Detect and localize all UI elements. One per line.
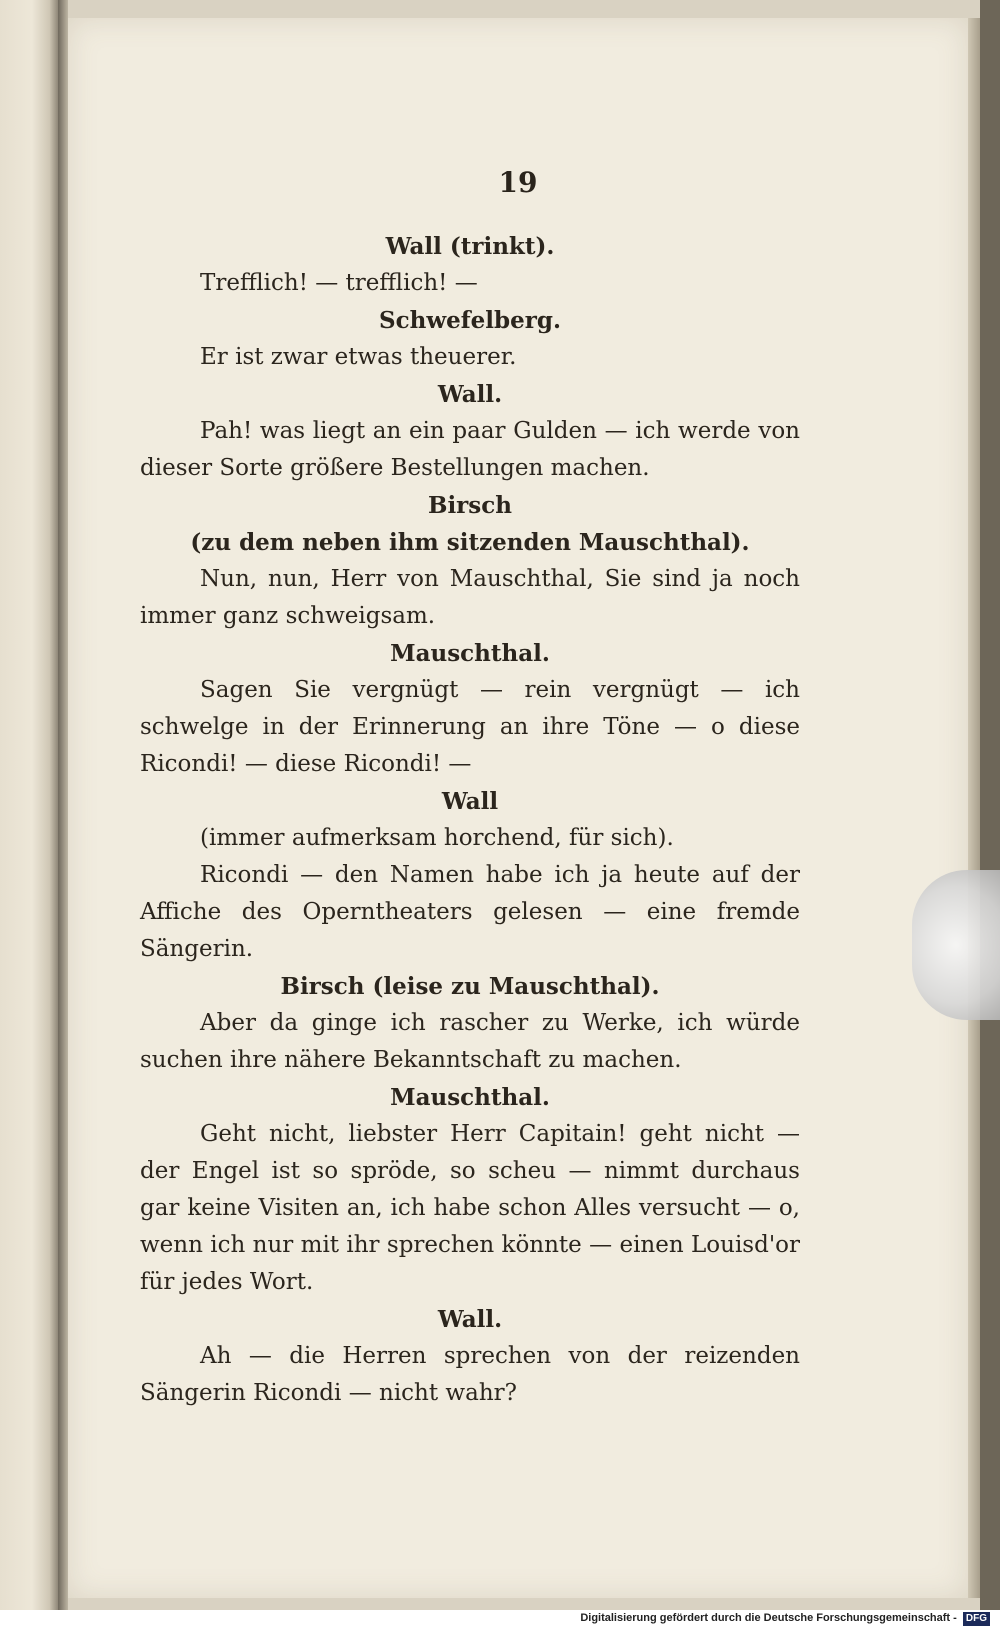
dialogue-line: Er ist zwar etwas theuerer. xyxy=(200,344,517,370)
page-edge xyxy=(968,18,980,1598)
dialogue-line: Ah — die Herren sprechen von der reizenden Sängerin Ricondi — nicht wahr? xyxy=(140,1343,800,1406)
book-gutter xyxy=(58,0,68,1610)
footer-credit: Digitalisierung gefördert durch die Deutsche Forschungsgemeinschaft - xyxy=(580,1612,957,1624)
speaker-line: Wall (trinkt). xyxy=(385,233,555,260)
dialogue-line: Geht nicht, liebster Herr Capitain! geht nicht — der Engel ist so spröde, so scheu — nimmt durchaus gar keine Visiten an, ich habe schon Alles versucht — o, wenn ich nur mit ihr sprechen könnte — einen Louisd'or für jedes Wort. xyxy=(140,1121,800,1295)
speaker-line: Schwefelberg. xyxy=(379,307,561,334)
stage-direction: (zu dem neben ihm sitzenden Mauschthal). xyxy=(190,529,750,556)
page-text xyxy=(140,228,800,1412)
speaker-line: Wall xyxy=(441,788,499,815)
speaker-line: Mauschthal. xyxy=(390,1084,550,1111)
dialogue-line: Pah! was liegt an ein paar Gulden — ich werde von dieser Sorte größere Bestellungen machen. xyxy=(140,418,800,481)
page-number: 19 xyxy=(498,166,538,199)
speaker-line: Birsch (leise zu Mauschthal). xyxy=(280,973,660,1000)
speaker-line: Wall. xyxy=(437,381,503,408)
dialogue-line: Aber da ginge ich rascher zu Werke, ich würde suchen ihre nähere Bekanntschaft zu machen. xyxy=(140,1010,800,1073)
dialogue-line: Nun, nun, Herr von Mauschthal, Sie sind ja noch immer ganz schweigsam. xyxy=(140,566,800,629)
page-clip xyxy=(912,870,1000,1020)
dfg-logo: DFG xyxy=(963,1612,990,1626)
dialogue-line: Sagen Sie vergnügt — rein vergnügt — ich schwelge in der Erinnerung an ihre Töne — o diese Ricondi! — diese Ricondi! — xyxy=(140,677,800,777)
speaker-line: Birsch xyxy=(428,492,512,519)
dialogue-line: Ricondi — den Namen habe ich ja heute auf der Affiche des Operntheaters gelesen — eine fremde Sängerin. xyxy=(140,862,800,962)
stage-direction: (immer aufmerksam horchend, für sich). xyxy=(200,825,674,851)
speaker-line: Mauschthal. xyxy=(390,640,550,667)
dialogue-line: Trefflich! — trefflich! — xyxy=(200,270,478,296)
scan-border xyxy=(980,0,1000,1610)
speaker-line: Wall. xyxy=(437,1306,503,1333)
book-page xyxy=(68,18,968,1598)
digitization-footer xyxy=(0,1612,990,1630)
facing-page-edge xyxy=(0,0,58,1610)
